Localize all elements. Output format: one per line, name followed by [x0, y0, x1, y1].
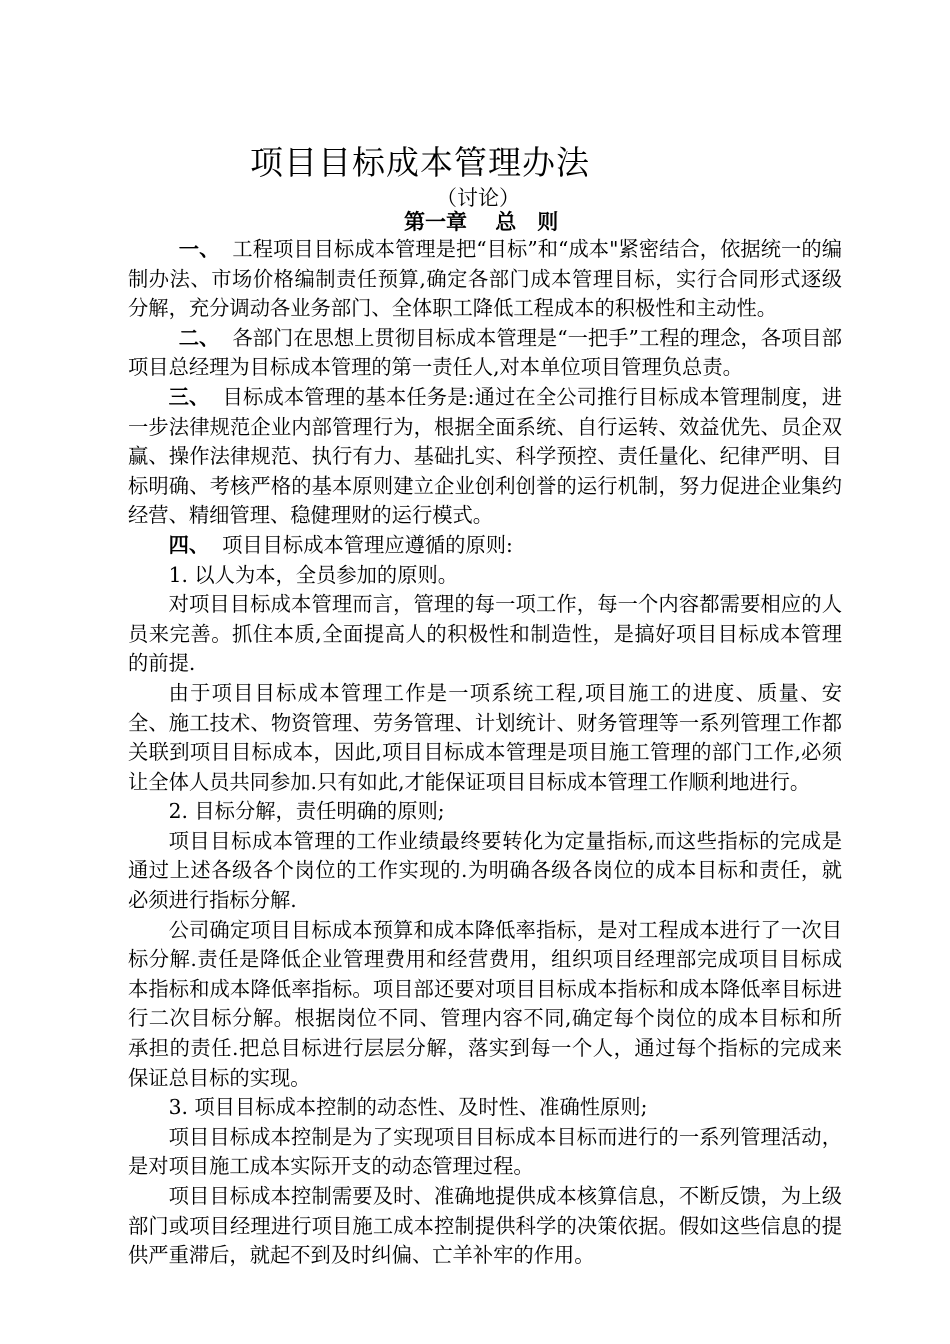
paragraph-2 [128, 324, 842, 383]
paragraph-number: 一、 [178, 237, 220, 261]
document-subtitle: （讨论） [436, 186, 520, 210]
paragraph-text: 项目目标成本控制需要及时、准确地提供成本核算信息，不断反馈，为上级部门或项目经理进行项目施工成本控制提供科学的决策依据。假如这些信息的提供严重滞后，就起不到及时纠偏、亡羊补牢的作用。 [128, 1184, 842, 1268]
paragraph-text: 3. 项目目标成本控制的动态性、及时性、准确性原则; [168, 1095, 648, 1120]
paragraph-text: 目标成本管理的基本任务是:通过在全公司推行目标成本管理制度，进一步法律规范企业内部管理行为，根据全面系统、自行运转、效益优先、员企双赢、操作法律规范、执行有力、基础扎实、科学预控、责任量化、纪律严明、目标明确、考核严格的基本原则建立企业创利创誉的运行机制，努力促进企业集约经营、精细管理、稳健理财的运行模式。 [128, 384, 842, 528]
paragraph-12 [128, 1123, 842, 1182]
paragraph-7 [128, 679, 842, 797]
paragraph-5 [128, 561, 842, 591]
paragraph-11 [128, 1093, 842, 1123]
paragraph-13 [128, 1182, 842, 1271]
paragraph-4 [128, 531, 842, 561]
document-body [128, 235, 842, 1271]
paragraph-10 [128, 916, 842, 1094]
paragraph-text: 1. 以人为本，全员参加的原则。 [168, 562, 459, 587]
paragraph-8 [128, 797, 842, 827]
paragraph-text: 公司确定项目目标成本预算和成本降低率指标，是对工程成本进行了一次目标分解.责任是降低企业管理费用和经营费用，组织项目经理部完成项目目标成本指标和成本降低率指标。项目部还要对项目目标成本指标和成本降低率目标进行二次目标分解。根据岗位不同、管理内容不同,确定每个岗位的成本目标和所承担的责任.把总目标进行层层分解，落实到每一个人，通过每个指标的完成来保证总目标的实现。 [128, 917, 842, 1090]
paragraph-number: 四、 [168, 532, 210, 557]
paragraph-text: 2. 目标分解，责任明确的原则; [168, 799, 445, 824]
paragraph-9 [128, 827, 842, 916]
paragraph-text: 工程项目目标成本管理是把“目标”和“成本"紧密结合，依据统一的编制办法、市场价格编制责任预算,确定各部门成本管理目标，实行合同形式逐级分解，充分调动各业务部门、全体职工降低工程成本的积极性和主动性。 [128, 237, 842, 321]
paragraph-3 [128, 383, 842, 531]
paragraph-text: 由于项目目标成本管理工作是一项系统工程,项目施工的进度、质量、安全、施工技术、物资管理、劳务管理、计划统计、财务管理等一系列管理工作都关联到项目目标成本，因此,项目目标成本管理是项目施工管理的部门工作,必须让全体人员共同参加.只有如此,才能保证项目目标成本管理工作顺利地进行。 [128, 680, 842, 794]
paragraph-text: 项目目标成本控制是为了实现项目目标成本目标而进行的一系列管理活动，是对项目施工成本实际开支的动态管理过程。 [128, 1124, 842, 1179]
paragraph-number: 二、 [178, 325, 220, 350]
paragraph-text: 对项目目标成本管理而言，管理的每一项工作，每一个内容都需要相应的人员来完善。抓住本质,全面提高人的积极性和制造性，是搞好项目目标成本管理的前提. [128, 592, 842, 676]
paragraph-number: 三、 [168, 384, 210, 409]
document-title: 项目目标成本管理办法 [250, 143, 590, 182]
paragraph-text: 各部门在思想上贯彻目标成本管理是“一把手”工程的理念，各项目部项目总经理为目标成本管理的第一责任人,对本单位项目管理负总责。 [128, 325, 842, 380]
chapter-heading: 第一章 总 则 [404, 209, 559, 234]
paragraph-text: 项目目标成本管理应遵循的原则: [222, 532, 513, 557]
paragraph-6 [128, 590, 842, 679]
paragraph-1 [128, 235, 842, 324]
paragraph-text: 项目目标成本管理的工作业绩最终要转化为定量指标,而这些指标的完成是通过上述各级各个岗位的工作实现的.为明确各级各岗位的成本目标和责任，就必须进行指标分解. [128, 828, 842, 913]
